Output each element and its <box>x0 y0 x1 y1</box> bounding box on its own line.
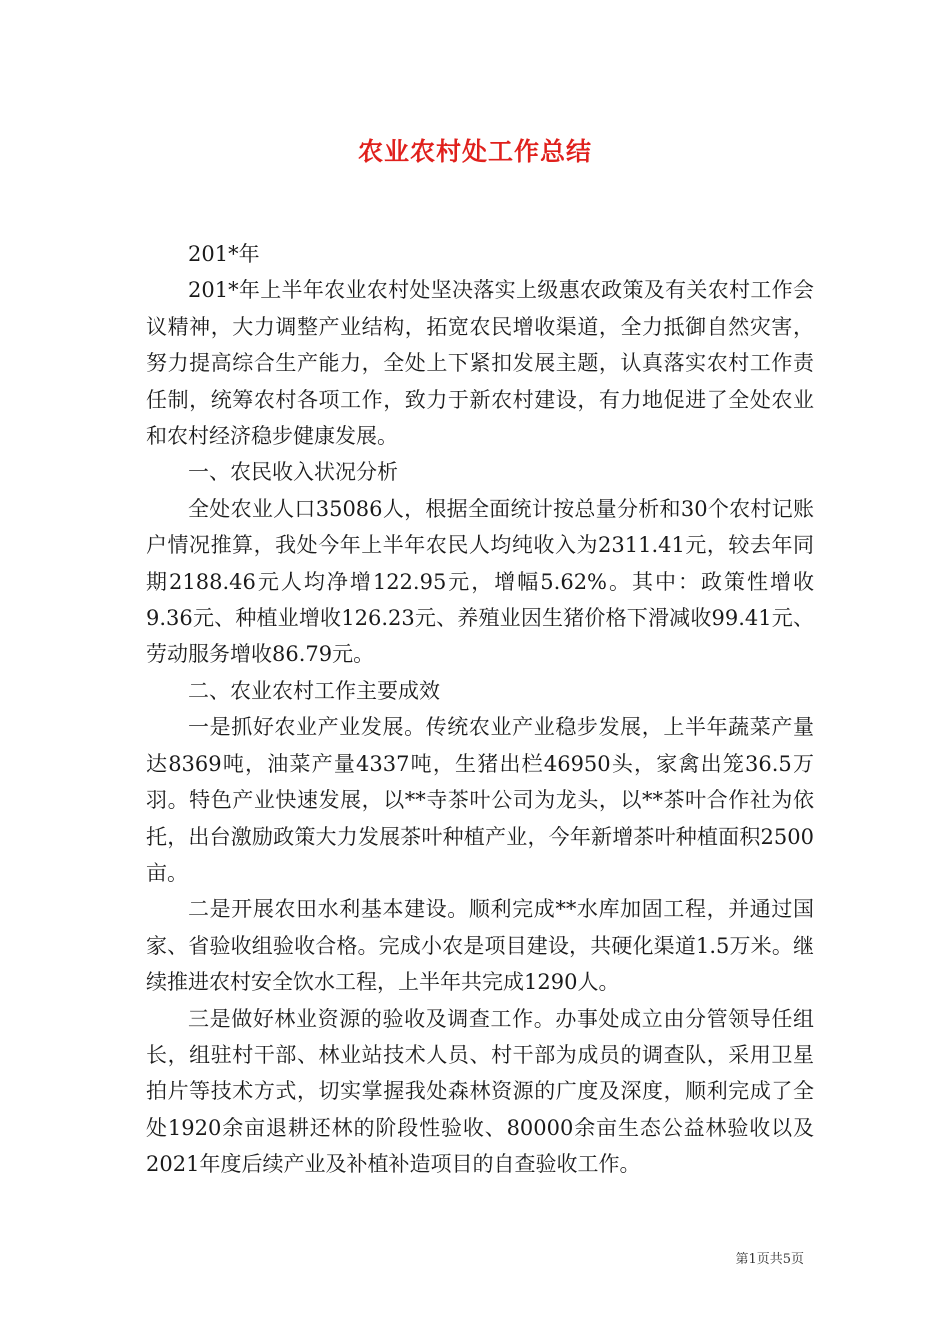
document-body <box>146 236 814 1183</box>
irrigation-paragraph: 二是开展农田水利基本建设。顺利完成**水库加固工程，并通过国家、省验收组验收合格。完成小农是项目建设，共硬化渠道1.5万米。继续推进农村安全饮水工程，上半年共完成1290人。 <box>146 897 814 995</box>
income-paragraph: 全处农业人口35086人，根据全面统计按总量分析和30个农村记账户情况推算，我处今年上半年农民人均纯收入为2311.41元，较去年同期2188.46元人均净增122.95元，增幅5.62%。其中：政策性增收9.36元、种植业增收126.23元、养殖业因生猪价格下滑减收99.41元、劳动服务增收86.79元。 <box>146 496 814 667</box>
agriculture-paragraph: 一是抓好农业产业发展。传统农业产业稳步发展，上半年蔬菜产量达8369吨，油菜产量4337吨，生猪出栏46950头，家禽出笼36.5万羽。特色产业快速发展，以**寺茶叶公司为龙头，以**茶叶合作社为依托，出台激励政策大力发展茶叶种植产业，今年新增茶叶种植面积2500亩。 <box>146 715 814 885</box>
section-heading-achievements: 二、农业农村工作主要成效 <box>188 678 440 703</box>
section-heading-income: 一、农民收入状况分析 <box>188 460 398 485</box>
intro-paragraph: 201*年上半年农业农村处坚决落实上级惠农政策及有关农村工作会议精神，大力调整产业结构，拓宽农民增收渠道，全力抵御自然灾害，努力提高综合生产能力，全处上下紧扣发展主题，认真落实农村工作责任制，统筹农村各项工作，致力于新农村建设，有力地促进了全处农业和农村经济稳步健康发展。 <box>146 278 814 449</box>
document-title: 农业农村处工作总结 <box>357 137 592 166</box>
page-number: 第1页共5页 <box>735 1252 804 1267</box>
forestry-paragraph: 三是做好林业资源的验收及调查工作。办事处成立由分管领导任组长，组驻村干部、林业站技术人员、村干部为成员的调查队，采用卫星拍片等技术方式，切实掌握我处森林资源的广度及深度，顺利完成了全处1920余亩退耕还林的阶段性验收、80000余亩生态公益林验收以及2021年度后续产业及补植补造项目的自查验收工作。 <box>146 1006 814 1177</box>
year-line: 201*年 <box>188 242 260 266</box>
